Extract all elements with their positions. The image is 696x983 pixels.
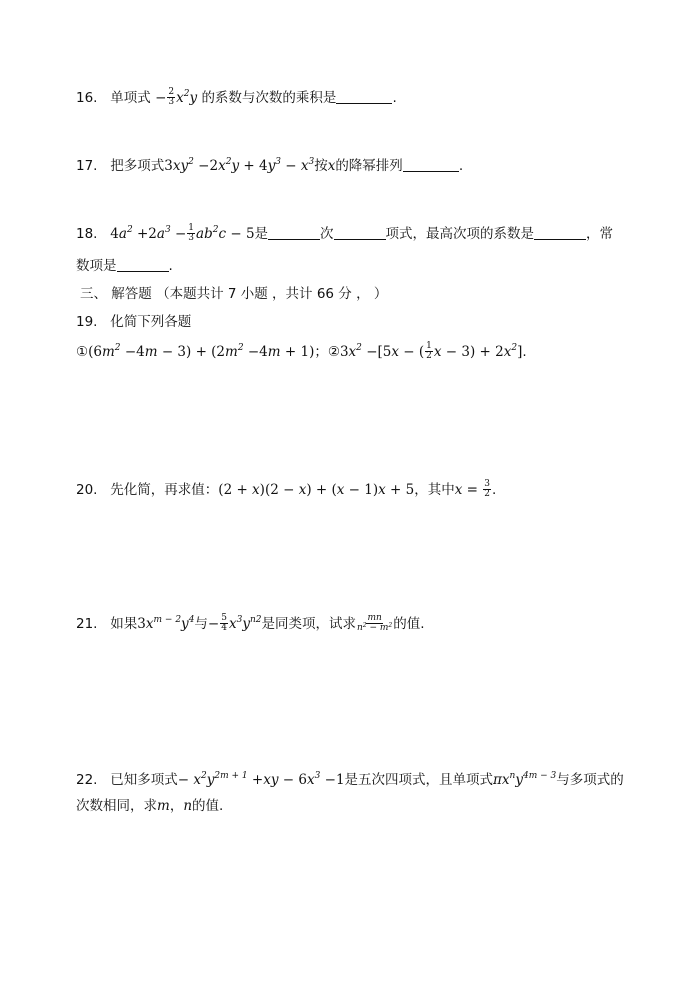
question-20: 20. 先化简，再求值：(2 + x)(2 − x) + (x − 1)x + 5，其中x = $\frac{3}{2}$ . bbox=[76, 479, 497, 499]
math-expression: $4a^2 +2a^3$ − $\frac{1}{3}$ $ab^2c - 5$ bbox=[110, 223, 255, 243]
math-expression: $3x^2 -[5x$ − ( $\frac{1}{2}$ $x - 3) + 2x^2$] bbox=[339, 341, 523, 361]
question-text: 的系数与次数的乘积是 bbox=[201, 90, 337, 106]
question-number: 22. bbox=[76, 772, 98, 788]
math-expression: $3x^{m - 2}y^4$ bbox=[137, 615, 195, 632]
math-expression: − $\frac{2}{3}$ $x^2y$ bbox=[155, 87, 198, 107]
math-expression: $\pi x^ny^{4m - 3}$ bbox=[493, 771, 557, 788]
question-text: 与 bbox=[194, 616, 208, 632]
question-text: 的值. bbox=[393, 616, 425, 632]
circled-number-1: ① bbox=[76, 344, 89, 360]
question-21 bbox=[76, 614, 425, 634]
question-text: 把多项式 bbox=[110, 158, 165, 174]
question-16: 16. 单项式 − $\frac{2}{3}$ $x^2y$ 的系数与次数的乘积是 . bbox=[76, 87, 397, 107]
question-number: 17. bbox=[76, 158, 98, 174]
question-number: 18. bbox=[76, 226, 98, 242]
question-text: 已知多项式 bbox=[110, 772, 178, 788]
question-text: 数项是 bbox=[76, 258, 117, 274]
math-expression: $\frac{mn}{n^2 - m^2}$ bbox=[357, 613, 393, 633]
math-expression: $(6m^2 -4m - 3) + (2m^2 -4m + 1)$ bbox=[88, 343, 315, 360]
question-text: 的降幂排列 bbox=[335, 158, 403, 174]
question-19 bbox=[76, 312, 191, 332]
question-text: 与多项式的 bbox=[556, 772, 624, 788]
question-19-items: $①(6m^2 -4m - 3) + (2m^2 -4m + 1)$；$②3x^2 -[5x$ − ( $\frac{1}{2}$ $x - 3) + 2x^2$]. bbox=[76, 341, 527, 361]
question-text: ，其中 bbox=[414, 482, 455, 498]
question-text: 先化简，再求值： bbox=[110, 482, 219, 498]
math-variable: n bbox=[183, 798, 193, 814]
question-text: 化简下列各题 bbox=[110, 314, 192, 330]
question-text: 是五次四项式，且单项式 bbox=[344, 772, 494, 788]
question-number: 19. bbox=[76, 314, 98, 330]
question-text: 按 bbox=[314, 158, 328, 174]
question-18-continued: 数项是 . bbox=[76, 258, 173, 274]
question-text: ，常 bbox=[586, 226, 614, 242]
math-expression: (2 + x)(2 − x) + (x − 1)x + 5 bbox=[218, 482, 415, 498]
math-variable: x bbox=[327, 158, 336, 174]
answer-blank[interactable] bbox=[117, 257, 169, 272]
question-number: 21. bbox=[76, 616, 98, 632]
answer-blank[interactable] bbox=[334, 225, 386, 240]
answer-blank[interactable] bbox=[534, 225, 586, 240]
question-22-continued: 次数相同，求m，n的值. bbox=[76, 798, 224, 814]
math-expression: x = $\frac{3}{2}$ bbox=[454, 479, 490, 499]
question-22 bbox=[76, 770, 624, 790]
section-header: 三、 解答题 （本题共计 7 小题 ，共计 66 分 ， ） bbox=[80, 286, 388, 302]
question-text: 如果 bbox=[110, 616, 138, 632]
question-17: 17. 把多项式$3xy^2 -2x^2y + 4y^3 - x^3$按x的降幂排列 . bbox=[76, 157, 464, 174]
question-text: 次数相同，求 bbox=[76, 798, 157, 814]
question-text: 的值. bbox=[192, 798, 224, 814]
answer-blank[interactable] bbox=[403, 157, 459, 172]
math-expression: − $x^2y^{2m + 1} +xy - 6x^3 -1$ bbox=[177, 771, 345, 788]
question-text: 是 bbox=[254, 226, 269, 242]
question-text: 项式，最高次项的系数是 bbox=[385, 226, 535, 242]
question-text: 次 bbox=[320, 226, 334, 242]
question-text: 单项式 bbox=[110, 90, 151, 106]
question-18 bbox=[76, 224, 613, 244]
circled-number-2: ② bbox=[327, 344, 340, 360]
answer-blank[interactable] bbox=[268, 225, 320, 240]
answer-blank[interactable] bbox=[336, 89, 392, 104]
math-variable: m bbox=[157, 798, 170, 814]
math-expression: − $\frac{5}{4}$ $x^3y^{n2}$ bbox=[207, 613, 262, 633]
question-number: 20. bbox=[76, 482, 98, 498]
question-text: 是同类项，试求 bbox=[261, 616, 356, 632]
question-number: 16. bbox=[76, 90, 98, 106]
math-expression: $3xy^2 -2x^2y + 4y^3 - x^3$ bbox=[164, 157, 315, 174]
